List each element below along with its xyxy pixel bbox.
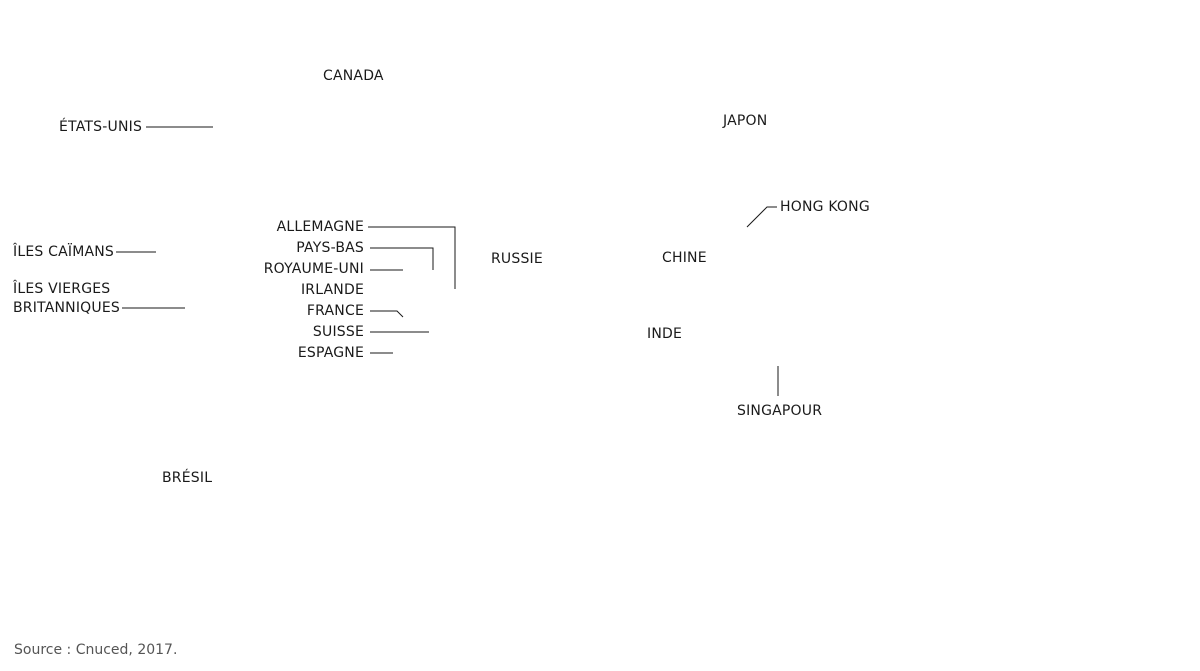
- leader-hong-kong: [747, 207, 777, 227]
- label-iles-vierges-line2: BRITANNIQUES: [13, 300, 120, 316]
- label-iles-vierges-line1: ÎLES VIERGES: [13, 281, 111, 297]
- label-etats-unis: ÉTATS-UNIS: [59, 119, 143, 135]
- label-iles-caimans: ÎLES CAÏMANS: [13, 244, 115, 260]
- label-bresil: BRÉSIL: [162, 470, 213, 486]
- label-hong-kong: HONG KONG: [780, 199, 870, 215]
- label-royaume-uni: ROYAUME-UNI: [263, 261, 364, 277]
- source-note: Source : Cnuced, 2017.: [14, 642, 178, 658]
- label-pays-bas: PAYS-BAS: [296, 240, 364, 256]
- label-france: FRANCE: [306, 303, 364, 319]
- label-inde: INDE: [647, 326, 683, 342]
- label-allemagne: ALLEMAGNE: [276, 219, 364, 235]
- label-singapour: SINGAPOUR: [737, 403, 823, 419]
- label-canada: CANADA: [323, 68, 384, 84]
- label-russie: RUSSIE: [491, 251, 543, 267]
- label-suisse: SUISSE: [312, 324, 364, 340]
- label-irlande: IRLANDE: [300, 282, 364, 298]
- label-japon: JAPON: [723, 113, 768, 129]
- label-chine: CHINE: [662, 250, 707, 266]
- leader-france: [370, 311, 403, 317]
- leader-pays-bas: [370, 248, 433, 270]
- label-espagne: ESPAGNE: [297, 345, 364, 361]
- leader-allemagne: [368, 227, 455, 289]
